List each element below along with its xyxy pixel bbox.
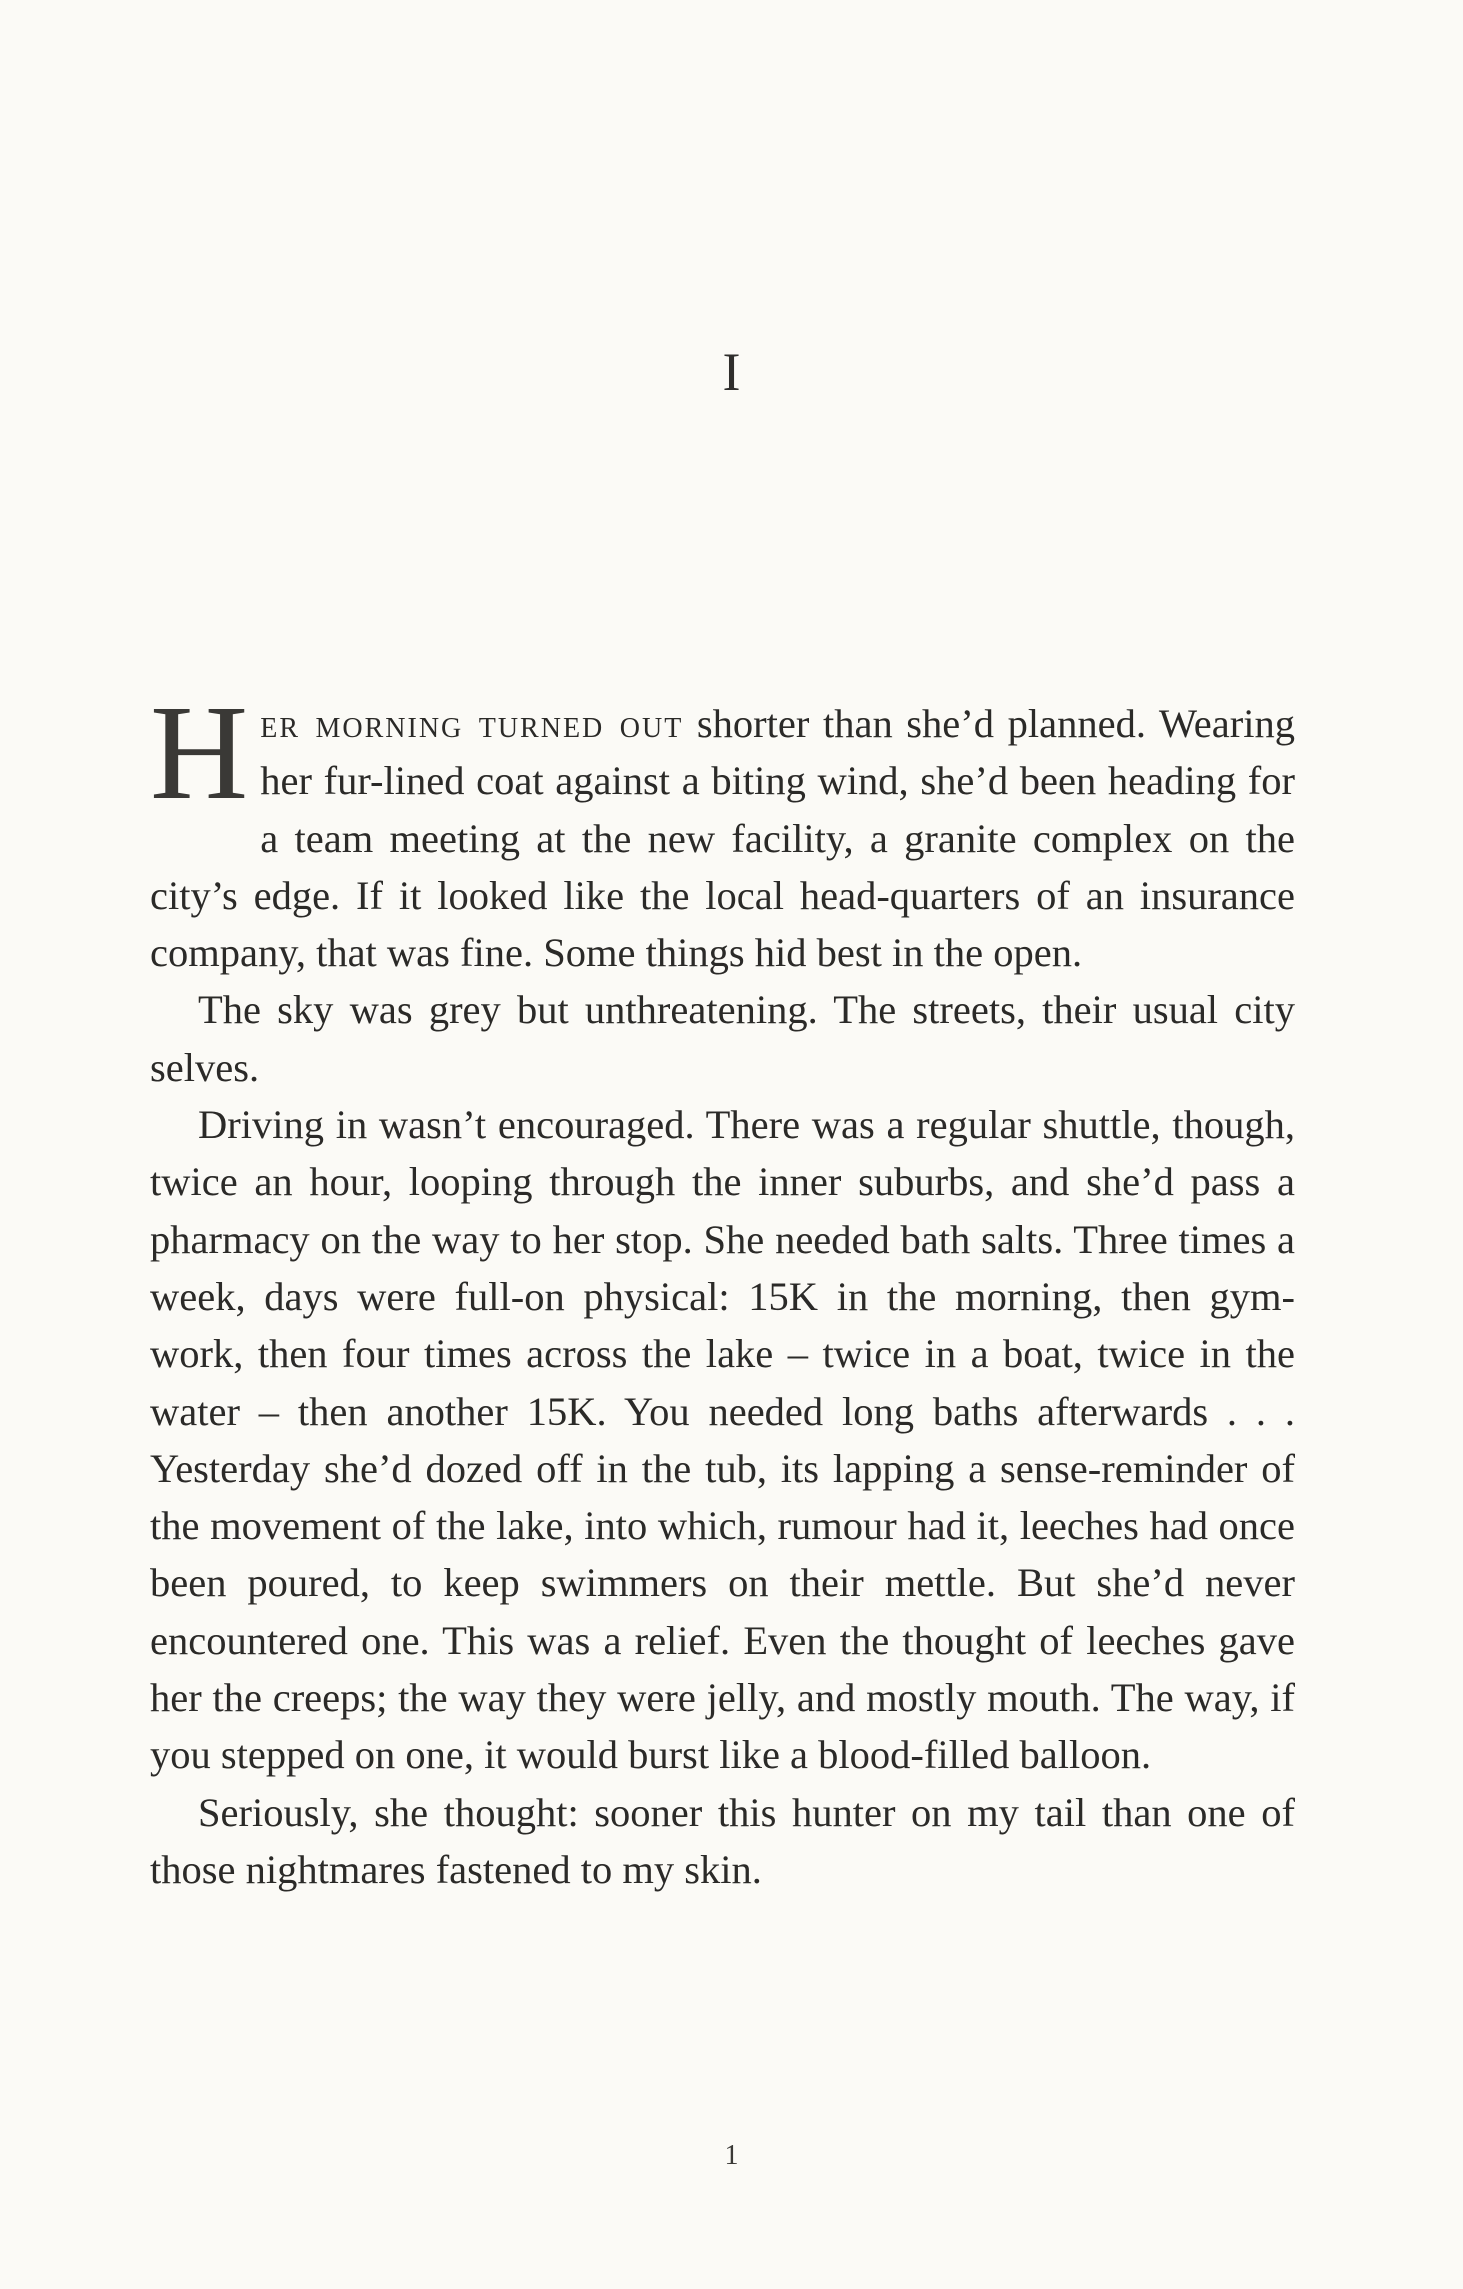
- paragraph: Driving in wasn’t encouraged. There was a regular shuttle, though, twice an hour, looping through the inner suburbs, and she’d pass a pharmacy on the way to her stop. She needed bath salts. Three times a week, days were full-on physical: 15K in the morning, then gym-work, then four times across the lake – twice in a boat, twice in the water – then another 15K. You needed long baths afterwards . . . Yesterday she’d dozed off in the tub, its lapping a sense-reminder of the movement of the lake, into which, rumour had it, leeches had once been poured, to keep swimmers on their mettle. But she’d never encountered one. This was a relief. Even the thought of leeches gave her the creeps; the way they were jelly, and mostly mouth. The way, if you stepped on one, it would burst like a blood-filled balloon.: [150, 1102, 1295, 1778]
- opening-small-caps: er morning turned out: [260, 701, 684, 746]
- paragraph: The sky was grey but unthreatening. The streets, their usual city selves.: [150, 987, 1295, 1090]
- chapter-text: [150, 678, 1295, 1898]
- chapter-number: I: [722, 342, 741, 402]
- opening-paragraph: [150, 678, 1295, 981]
- drop-cap: H: [150, 678, 249, 828]
- page-number: 1: [724, 2140, 739, 2171]
- opening-paragraph-text: shorter than she’d planned. Wearing her fur-lined coat against a biting wind, she’d been heading for a team meeting at the new facility, a granite complex on the city’s edge. If it looked like the local head-quarters of an insurance company, that was fine. Some things hid best in the open.: [150, 701, 1295, 976]
- paragraph: Seriously, she thought: sooner this hunter on my tail than one of those nightmares fastened to my skin.: [150, 1789, 1295, 1892]
